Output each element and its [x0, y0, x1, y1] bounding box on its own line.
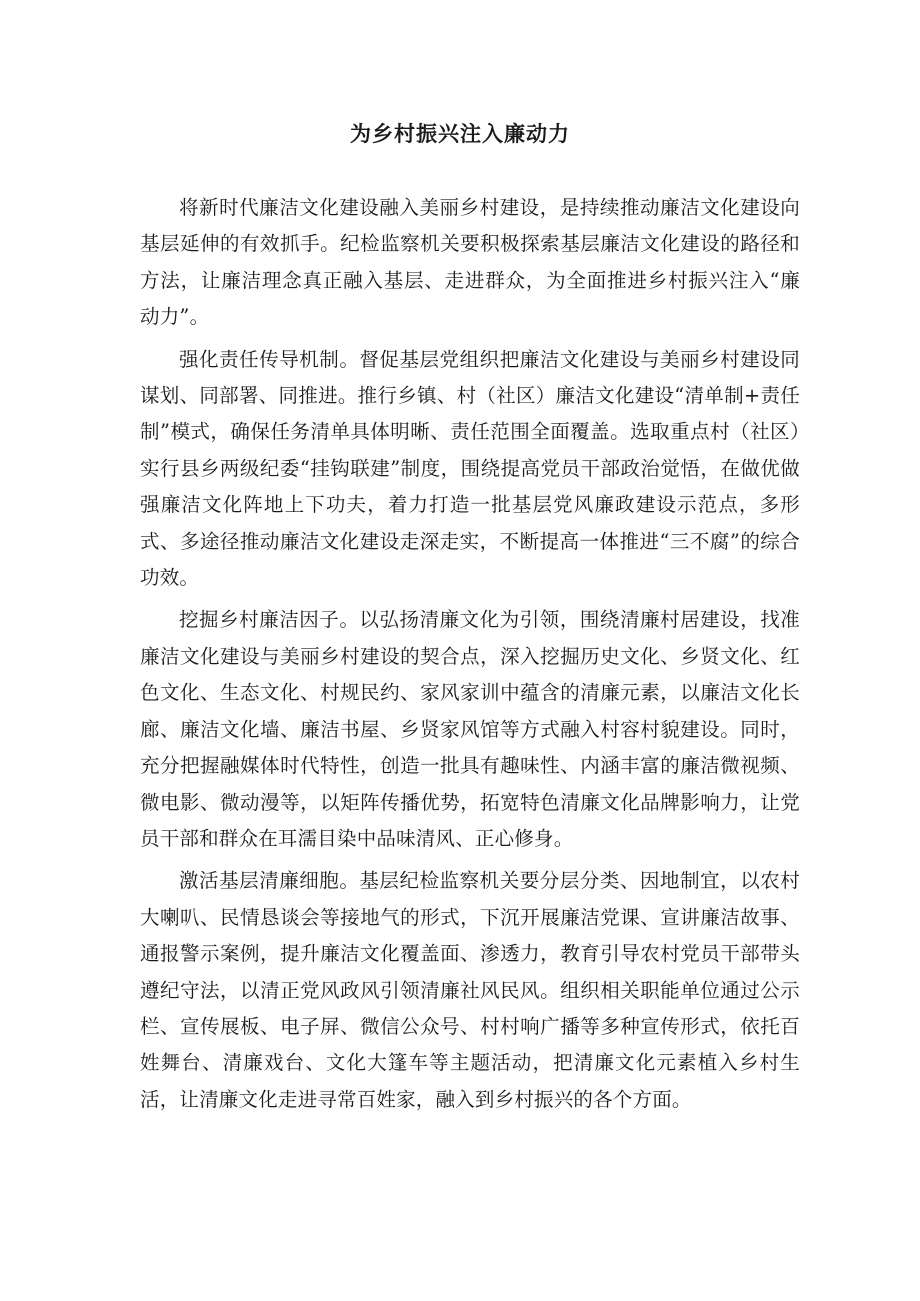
paragraph-responsibility: 强化责任传导机制。督促基层党组织把廉洁文化建设与美丽乡村建设同谋划、同部署、同推进。推行乡镇、村（社区）廉洁文化建设“清单制+责任制”模式，确保任务清单具体明晰、责任范围全面覆盖。选取重点村（社区）实行县乡两级纪委“挂钩联建”制度，围绕提高党员干部政治觉悟，在做优做强廉洁文化阵地上下功夫，着力打造一批基层党风廉政建设示范点，多形式、多途径推动廉洁文化建设走深走实，不断提高一体推进“三不腐”的综合功效。: [140, 347, 800, 590]
paragraph-grassroots: 激活基层清廉细胞。基层纪检监察机关要分层分类、因地制宜，以农村大喇叭、民情恳谈会等接地气的形式，下沉开展廉洁党课、宣讲廉洁故事、通报警示案例，提升廉洁文化覆盖面、渗透力，教育引导农村党员干部带头遵纪守法，以清正党风政风引领清廉社风民风。组织相关职能单位通过公示栏、宣传展板、电子屏、微信公众号、村村响广播等多种宣传形式，依托百姓舞台、清廉戏台、文化大篷车等主题活动，把清廉文化元素植入乡村生活，让清廉文化走进寻常百姓家，融入到乡村振兴的各个方面。: [140, 869, 800, 1111]
paragraph-intro: 将新时代廉洁文化建设融入美丽乡村建设，是持续推动廉洁文化建设向基层延伸的有效抓手。纪检监察机关要积极探索基层廉洁文化建设的路径和方法，让廉洁理念真正融入基层、走进群众，为全面推进乡村振兴注入“廉动力”。: [140, 196, 800, 329]
document-title: 为乡村振兴注入廉动力: [350, 122, 570, 146]
document-body: [140, 190, 800, 1124]
paragraph-rural-integrity: 挖掘乡村廉洁因子。以弘扬清廉文化为引领，围绕清廉村居建设，找准廉洁文化建设与美丽乡村建设的契合点，深入挖掘历史文化、乡贤文化、红色文化、生态文化、村规民约、家风家训中蕴含的清廉元素，以廉洁文化长廊、廉洁文化墙、廉洁书屋、乡贤家风馆等方式融入村容村貌建设。同时，充分把握融媒体时代特性，创造一批具有趣味性、内涵丰富的廉洁微视频、微电影、微动漫等，以矩阵传播优势，拓宽特色清廉文化品牌影响力，让党员干部和群众在耳濡目染中品味清风、正心修身。: [140, 608, 800, 850]
